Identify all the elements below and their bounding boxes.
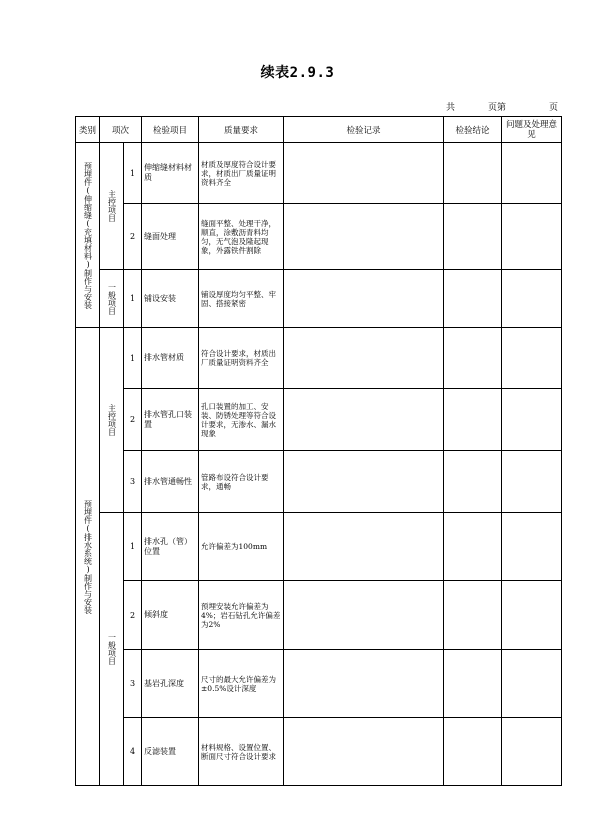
quality-requirement: 管路布设符合设计要求，通畅 [199,451,284,513]
table-row [76,328,562,389]
check-item: 缝面处理 [142,204,199,270]
quality-requirement: 材料规格、设置位置、断面尺寸符合设计要求 [199,718,284,786]
conclusion-cell[interactable] [444,718,502,786]
header-record: 检验记录 [284,117,444,143]
header-conclusion: 检验结论 [444,117,502,143]
inspection-table [75,116,562,786]
total-pages-label: 共 [446,103,456,113]
page-title: 续表2.9.3 [260,65,335,81]
quality-requirement: 铺设厚度均匀平整、牢固、搭接紧密 [199,270,284,328]
issues-cell[interactable] [502,451,562,513]
quality-requirement: 材质及厚度符合设计要求，材质出厂质量证明资料齐全 [199,143,284,204]
table-row [76,650,562,718]
record-cell[interactable] [284,328,444,389]
table-row [76,451,562,513]
category-cell: 预埋件(伸缩缝(充填材料)制作与安装 [76,143,100,328]
issues-cell[interactable] [502,270,562,328]
record-cell[interactable] [284,270,444,328]
category-cell: 预埋件(排水系统)制作与安装 [76,328,100,786]
record-cell[interactable] [284,513,444,581]
check-item: 铺设安装 [142,270,199,328]
row-number: 4 [124,718,142,786]
table-row [76,718,562,786]
conclusion-cell[interactable] [444,581,502,650]
conclusion-cell[interactable] [444,328,502,389]
row-number: 1 [124,270,142,328]
check-item: 反滤装置 [142,718,199,786]
conclusion-cell[interactable] [444,451,502,513]
header-category: 类别 [76,117,100,143]
table-row [76,143,562,204]
quality-requirement: 孔口装置的加工、安装、防锈处理等符合设计要求，无渗水、漏水现象 [199,389,284,451]
header-row [76,117,562,143]
page-end-label: 页 [549,103,559,113]
record-cell[interactable] [284,451,444,513]
issues-cell[interactable] [502,328,562,389]
row-number: 2 [124,581,142,650]
conclusion-cell[interactable] [444,389,502,451]
issues-cell[interactable] [502,650,562,718]
quality-requirement: 符合设计要求，材质出厂质量证明资料齐全 [199,328,284,389]
issues-cell[interactable] [502,389,562,451]
header-quality-req: 质量要求 [199,117,284,143]
header-issues: 问题及处理意见 [502,117,562,143]
group-cell: 一般项目 [100,513,124,786]
check-item: 排水管通畅性 [142,451,199,513]
table-row [76,513,562,581]
row-number: 2 [124,204,142,270]
table-row [76,389,562,451]
quality-requirement: 允许偏差为100mm [199,513,284,581]
check-item: 基岩孔深度 [142,650,199,718]
conclusion-cell[interactable] [444,270,502,328]
header-item-no: 项次 [100,117,142,143]
row-number: 1 [124,328,142,389]
group-cell: 主控项目 [100,328,124,513]
conclusion-cell[interactable] [444,143,502,204]
record-cell[interactable] [284,650,444,718]
conclusion-cell[interactable] [444,650,502,718]
record-cell[interactable] [284,204,444,270]
check-item: 倾斜度 [142,581,199,650]
table-row [76,581,562,650]
quality-requirement: 缝面平整、处理干净，顺直，涂敷沥青料均匀，无气泡及隆起现象，外露铁件割除 [199,204,284,270]
issues-cell[interactable] [502,143,562,204]
row-number: 3 [124,451,142,513]
header-check-item: 检验项目 [142,117,199,143]
group-cell: 一般项目 [100,270,124,328]
quality-requirement: 尺寸的最大允许偏差为±0.5%设计深度 [199,650,284,718]
issues-cell[interactable] [502,513,562,581]
table-row [76,270,562,328]
conclusion-cell[interactable] [444,513,502,581]
check-item: 伸缩缝材料材质 [142,143,199,204]
row-number: 3 [124,650,142,718]
record-cell[interactable] [284,718,444,786]
record-cell[interactable] [284,143,444,204]
issues-cell[interactable] [502,204,562,270]
record-cell[interactable] [284,389,444,451]
table-row [76,204,562,270]
check-item: 排水孔（管）位置 [142,513,199,581]
conclusion-cell[interactable] [444,204,502,270]
check-item: 排水管材质 [142,328,199,389]
check-item: 排水管孔口装置 [142,389,199,451]
quality-requirement: 预埋安装允许偏差为4%；岩石钻孔允许偏差为2% [199,581,284,650]
page-no-label: 页第 [488,103,507,113]
row-number: 2 [124,389,142,451]
issues-cell[interactable] [502,581,562,650]
row-number: 1 [124,513,142,581]
group-cell: 主控项目 [100,143,124,270]
record-cell[interactable] [284,581,444,650]
issues-cell[interactable] [502,718,562,786]
row-number: 1 [124,143,142,204]
